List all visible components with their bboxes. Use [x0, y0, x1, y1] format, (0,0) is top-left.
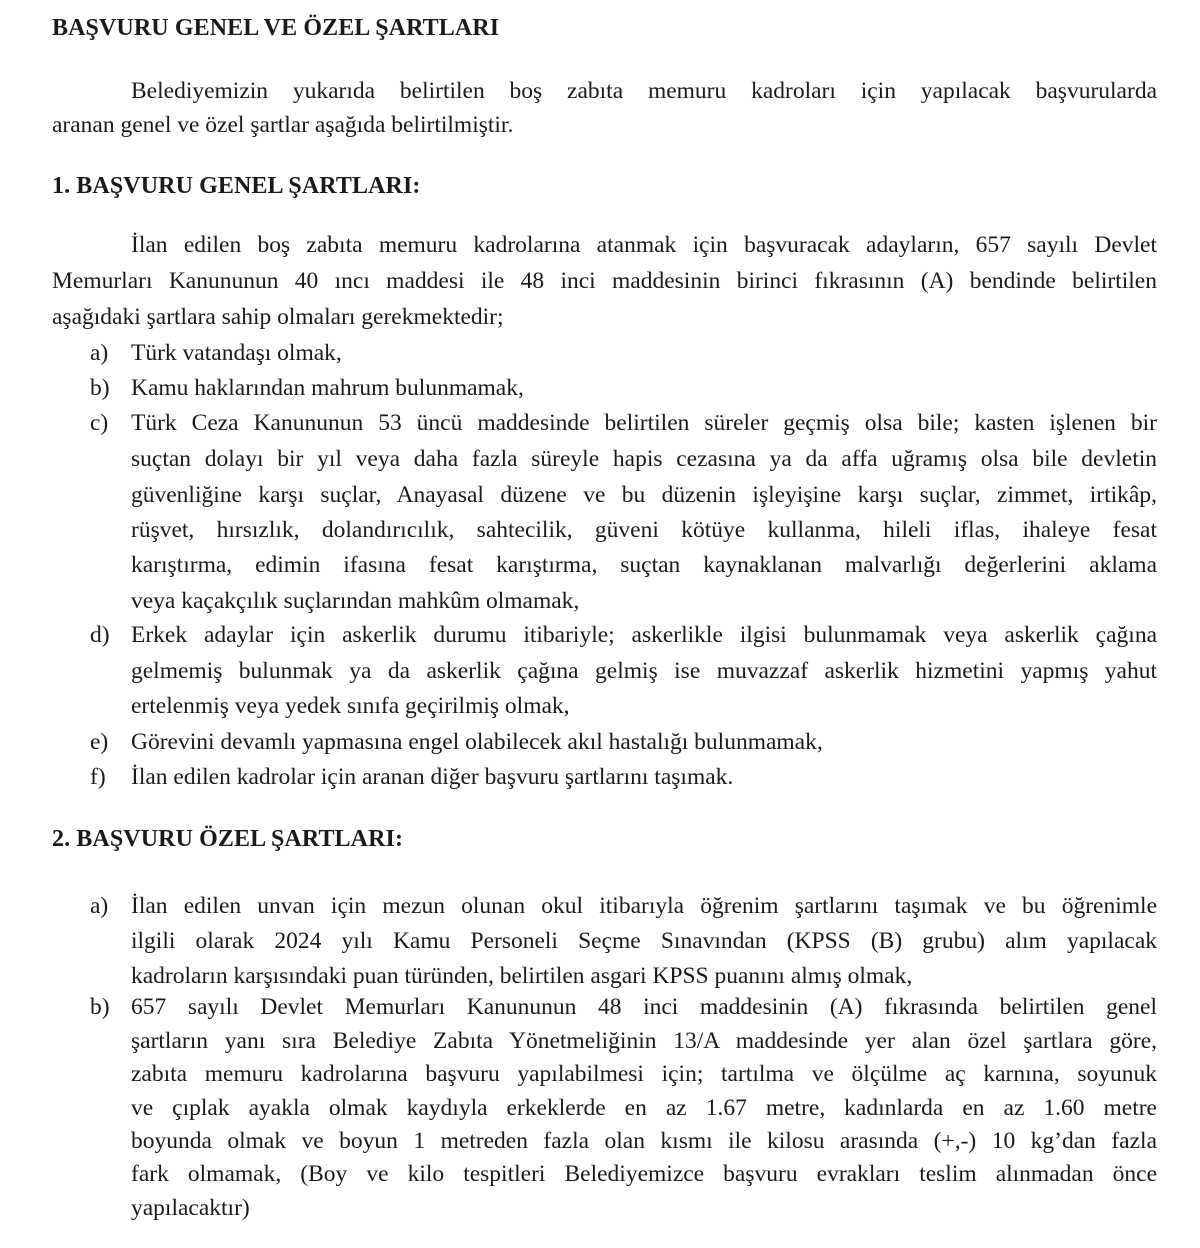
intro-line: aranan genel ve özel şartlar aşağıda belirtilmiştir. — [52, 112, 514, 138]
list-marker: e) — [90, 729, 109, 755]
list-item-text: zabıta memuru kadrolarına başvuru yapılabilmesi için; tartılma ve ölçülme aç karnına, soyunuk — [131, 1061, 1157, 1087]
section-1-intro-line: aşağıdaki şartlara sahip olmaları gerekmektedir; — [52, 304, 504, 330]
list-item-text: ilgili olarak 2024 yılı Kamu Personeli Seçme Sınavından (KPSS (B) grubu) alım yapılacak — [131, 928, 1157, 954]
list-marker: a) — [90, 340, 109, 366]
list-item-text: ve çıplak ayakla olmak kaydıyla erkeklerde en az 1.67 metre, kadınlarda en az 1.60 metre — [131, 1095, 1157, 1121]
section-1-heading: 1. BAŞVURU GENEL ŞARTLARI: — [52, 173, 421, 199]
list-item-text: gelmemiş bulunmak ya da askerlik çağına gelmiş ise muvazzaf askerlik hizmetini yapmış yahut — [131, 658, 1157, 684]
list-item-text: karıştırma, edimin ifasına fesat karıştırma, suçtan kaynaklanan malvarlığı değerlerini aklama — [131, 552, 1157, 578]
list-marker: a) — [90, 893, 109, 919]
section-2-heading: 2. BAŞVURU ÖZEL ŞARTLARI: — [52, 826, 404, 852]
list-item-text: Kamu haklarından mahrum bulunmamak, — [131, 375, 524, 401]
list-item-text: Erkek adaylar için askerlik durumu itibariyle; askerlikle ilgisi bulunmamak veya askerlik çağına — [131, 622, 1157, 648]
list-item-text: yapılacaktır) — [131, 1195, 250, 1221]
list-item-text: suçtan dolayı bir yıl veya daha fazla süreyle hapis cezasına ya da affa uğramış olsa bile devletin — [131, 446, 1157, 472]
list-item-text: fark olmamak, (Boy ve kilo tespitleri Belediyemizce başvuru evrakları teslim alınmadan önce — [131, 1161, 1157, 1187]
list-item-text: İlan edilen unvan için mezun olunan okul itibarıyla öğrenim şartlarını taşımak ve bu öğrenimle — [131, 893, 1157, 919]
list-marker: d) — [90, 622, 110, 648]
list-item-text: Türk vatandaşı olmak, — [131, 340, 342, 366]
list-item-text: kadroların karşısındaki puan türünden, belirtilen asgari KPSS puanını almış olmak, — [131, 963, 913, 989]
list-item-text: güvenliğine karşı suçlar, Anayasal düzene ve bu düzenin işleyişine karşı suçlar, zimmet, irtikâp, — [131, 482, 1157, 508]
list-marker: b) — [90, 994, 110, 1020]
list-item-text: Türk Ceza Kanununun 53 üncü maddesinde belirtilen süreler geçmiş olsa bile; kasten işlenen bir — [131, 410, 1157, 436]
list-item-text: şartların yanı sıra Belediye Zabıta Yönetmeliğinin 13/A maddesinde yer alan özel şartlara göre, — [131, 1028, 1157, 1054]
document-title: BAŞVURU GENEL VE ÖZEL ŞARTLARI — [52, 15, 500, 41]
list-marker: f) — [90, 764, 106, 790]
list-item-text: Görevini devamlı yapmasına engel olabilecek akıl hastalığı bulunmamak, — [131, 729, 823, 755]
list-item-text: veya kaçakçılık suçlarından mahkûm olmamak, — [131, 588, 580, 614]
list-item-text: ertelenmiş veya yedek sınıfa geçirilmiş olmak, — [131, 693, 570, 719]
section-1-intro-line: İlan edilen boş zabıta memuru kadrolarına atanmak için başvuracak adayların, 657 sayılı Devlet — [131, 232, 1157, 258]
list-item-text: boyunda olmak ve boyun 1 metreden fazla olan kısmı ile kilosu arasında (+,-) 10 kg’dan fazla — [131, 1128, 1157, 1154]
section-1-intro-line: Memurları Kanununun 40 ıncı maddesi ile 48 inci maddesinin birinci fıkrasının (A) bendinde belirtilen — [52, 268, 1157, 294]
intro-line: Belediyemizin yukarıda belirtilen boş zabıta memuru kadroları için yapılacak başvurularda — [131, 78, 1157, 104]
list-item-text: rüşvet, hırsızlık, dolandırıcılık, sahtecilik, güveni kötüye kullanma, hileli iflas, ihaleye fesat — [131, 517, 1157, 543]
list-item-text: İlan edilen kadrolar için aranan diğer başvuru şartlarını taşımak. — [131, 764, 734, 790]
list-marker: c) — [90, 410, 109, 436]
list-marker: b) — [90, 375, 110, 401]
list-item-text: 657 sayılı Devlet Memurları Kanununun 48 inci maddesinin (A) fıkrasında belirtilen genel — [131, 994, 1157, 1020]
